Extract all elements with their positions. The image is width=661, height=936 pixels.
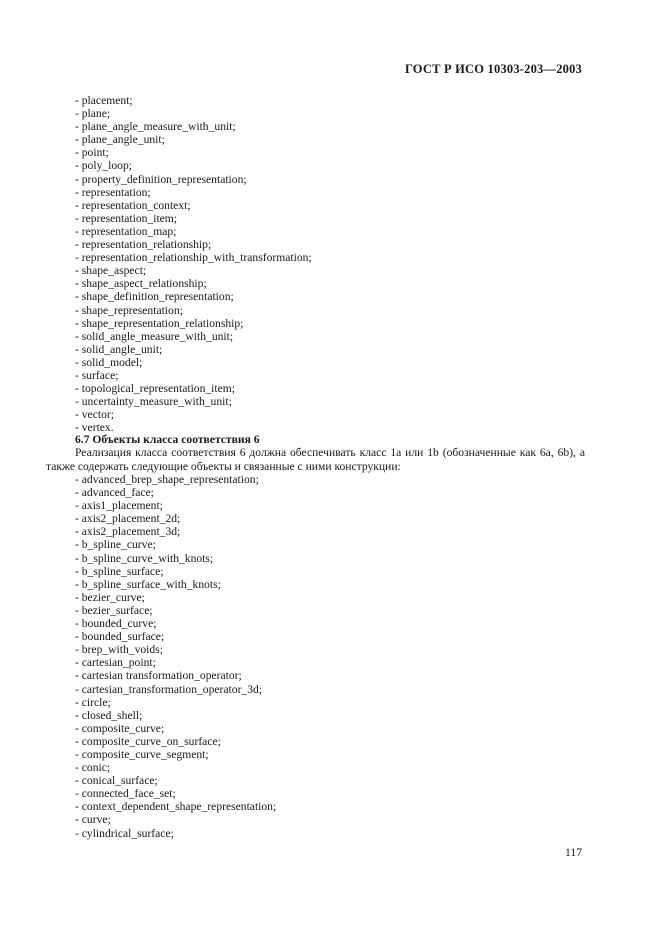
- list-item: - representation_map;: [75, 224, 177, 238]
- list-item: - bezier_curve;: [75, 590, 145, 604]
- list-item: - cartesian transformation_operator;: [75, 669, 242, 683]
- list-item: - advanced_brep_shape_representation;: [75, 473, 259, 486]
- list-item: - b_spline_curve;: [75, 538, 156, 552]
- list-item: - composite_curve;: [75, 721, 165, 735]
- list-item: - point;: [75, 146, 109, 160]
- list-item: - representation_relationship_with_transformation;: [75, 251, 312, 265]
- list-item: - plane_angle_unit;: [75, 133, 165, 147]
- list-item: - shape_definition_representation;: [75, 290, 234, 304]
- list-item: - context_dependent_shape_representation;: [75, 800, 277, 814]
- list-item: - uncertainty_measure_with_unit;: [75, 395, 232, 409]
- list-item: - cartesian_transformation_operator_3d;: [75, 682, 263, 696]
- list-item: - shape_representation;: [75, 303, 183, 317]
- list-item: - shape_aspect_relationship;: [75, 277, 207, 291]
- list-item: - b_spline_surface;: [75, 564, 164, 578]
- list-item: - connected_face_set;: [75, 787, 176, 801]
- list-item: - b_spline_curve_with_knots;: [75, 551, 214, 565]
- page-number: 117: [565, 846, 582, 859]
- list-item: - representation_item;: [75, 211, 178, 225]
- list-item: - topological_representation_item;: [75, 382, 236, 396]
- list-item: - solid_angle_unit;: [75, 342, 163, 356]
- list-item: - placement;: [75, 94, 133, 107]
- entity-list-class-6: [75, 473, 585, 840]
- list-item: - composite_curve_on_surface;: [75, 734, 221, 748]
- list-item: - representation;: [75, 185, 151, 199]
- list-item: - cylindrical_surface;: [75, 826, 174, 840]
- list-item: - composite_curve_segment;: [75, 747, 209, 761]
- list-item: - conical_surface;: [75, 774, 158, 788]
- list-item: - surface;: [75, 368, 119, 382]
- document-header: ГОСТ Р ИСО 10303-203—2003: [404, 62, 582, 76]
- list-item: - vertex.: [75, 421, 114, 435]
- list-item: - plane_angle_measure_with_unit;: [75, 120, 236, 134]
- list-item: - property_definition_representation;: [75, 172, 247, 186]
- section-heading: 6.7 Объекты класса соответствия 6: [75, 433, 260, 446]
- list-item: - cartesian_point;: [75, 656, 156, 670]
- list-item: - b_spline_surface_with_knots;: [75, 577, 221, 591]
- list-item: - shape_representation_relationship;: [75, 316, 244, 330]
- list-item: - axis2_placement_3d;: [75, 525, 181, 539]
- list-item: - representation_context;: [75, 198, 191, 212]
- list-item: - poly_loop;: [75, 159, 133, 173]
- list-item: - advanced_face;: [75, 486, 154, 500]
- section-paragraph: Реализация класса соответствия 6 должна обеспечивать класс 1а или 1b (обозначенные как 6а, 6b), а также содержать следующие объекты и связанные с ними конструкции:: [46, 446, 585, 474]
- list-item: - axis2_placement_2d;: [75, 512, 181, 526]
- list-item: - axis1_placement;: [75, 499, 163, 513]
- list-item: - conic;: [75, 761, 111, 775]
- list-item: - closed_shell;: [75, 708, 143, 722]
- list-item: - vector;: [75, 408, 114, 422]
- entity-list-continued: [75, 94, 585, 434]
- list-item: - bezier_surface;: [75, 603, 153, 617]
- list-item: - representation_relationship;: [75, 238, 212, 252]
- list-item: - bounded_curve;: [75, 617, 157, 631]
- list-item: - bounded_surface;: [75, 630, 165, 644]
- list-item: - curve;: [75, 813, 111, 827]
- list-item: - circle;: [75, 695, 111, 709]
- list-item: - plane;: [75, 107, 111, 121]
- list-item: - brep_with_voids;: [75, 643, 163, 657]
- list-item: - shape_aspect;: [75, 264, 147, 278]
- list-item: - solid_angle_measure_with_unit;: [75, 329, 234, 343]
- list-item: - solid_model;: [75, 355, 143, 369]
